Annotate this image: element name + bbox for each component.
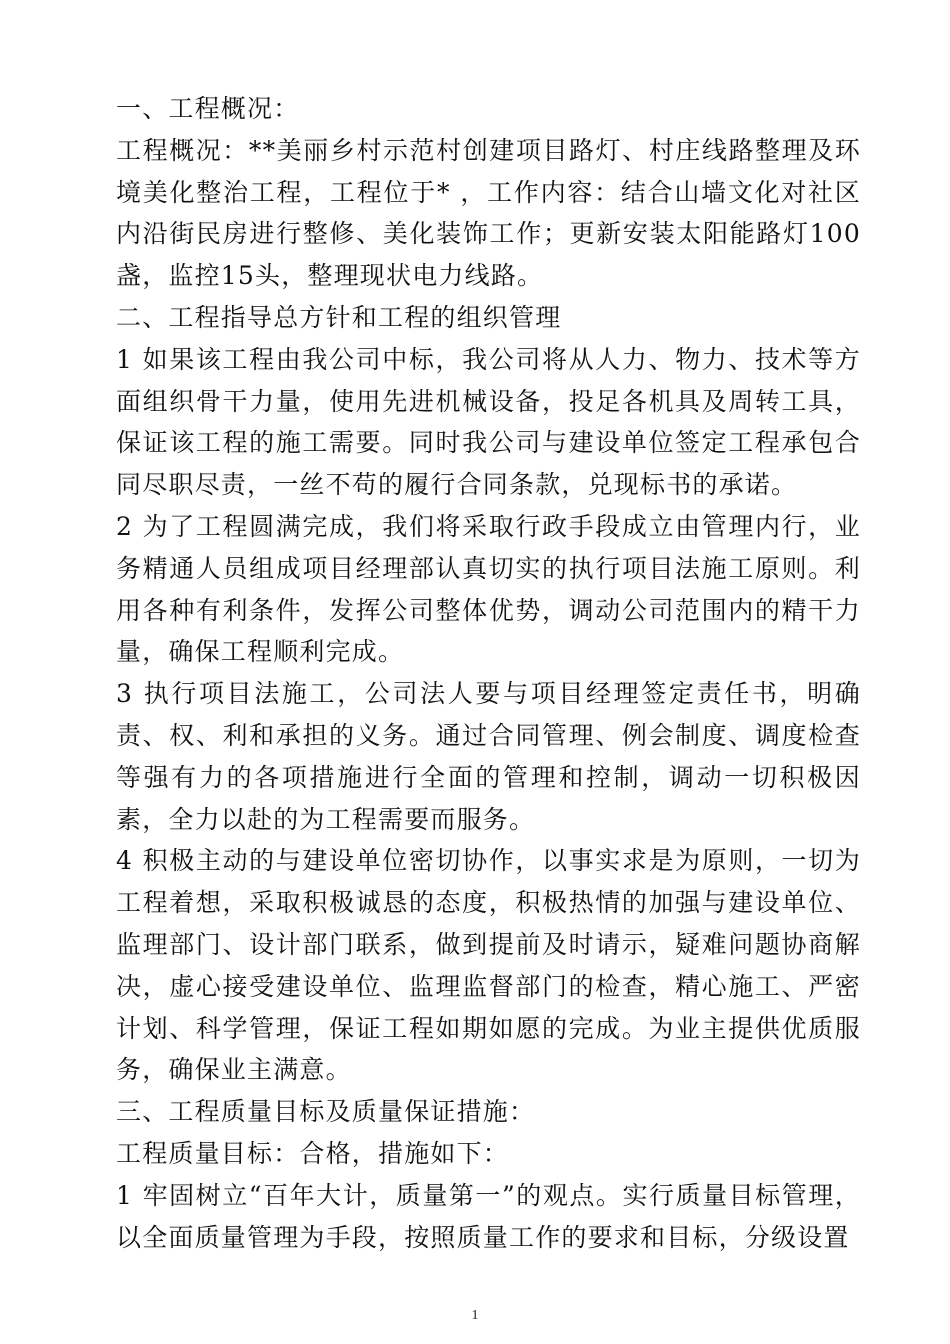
paragraph-overview: 工程概况：**美丽乡村示范村创建项目路灯、村庄线路整理及环境美化整治工程，工程位于* ，工作内容：结合山墙文化对社区内沿街民房进行整修、美化装饰工作；更新安装太阳能路灯100盏，监控15头，整理现状电力线路。 [116, 135, 861, 291]
paragraph-quality-target: 工程质量目标：合格，措施如下： [116, 1138, 510, 1168]
document-body [116, 88, 861, 1258]
paragraph-item-3: 3 执行项目法施工，公司法人要与项目经理签定责任书，明确责、权、利和承担的义务。通过合同管理、例会制度、调度检查等强有力的各项措施进行全面的管理和控制，调动一切积极因素，全力以赴的为工程需要而服务。 [116, 679, 861, 834]
section-heading-guidance: 二、工程指导总方针和工程的组织管理 [116, 302, 562, 332]
section-heading-quality: 三、工程质量目标及质量保证措施： [116, 1097, 536, 1127]
page-number: 1 [471, 1308, 479, 1323]
paragraph-item-4: 4 积极主动的与建设单位密切协作，以事实求是为原则，一切为工程着想，采取积极诚恳的态度，积极热情的加强与建设单位、监理部门、设计部门联系，做到提前及时请示，疑难问题协商解决，虚心接受建设单位、监理监督部门的检查，精心施工、严密计划、科学管理，保证工程如期如愿的完成。为业主提供优质服务，确保业主满意。 [116, 846, 861, 1085]
paragraph-item-1: 1 如果该工程由我公司中标，我公司将从人力、物力、技术等方面组织骨干力量，使用先进机械设备，投足各机具及周转工具，保证该工程的施工需要。同时我公司与建设单位签定工程承包合同尽职尽责，一丝不苟的履行合同条款，兑现标书的承诺。 [116, 344, 861, 500]
paragraph-quality-item-1: 1 牢固树立“百年大计，质量第一”的观点。实行质量目标管理，以全面质量管理为手段，按照质量工作的要求和目标，分级设置 [116, 1180, 861, 1252]
section-heading-overview: 一、工程概况： [116, 94, 300, 123]
paragraph-item-2: 2 为了工程圆满完成，我们将采取行政手段成立由管理内行，业务精通人员组成项目经理部认真切实的执行项目法施工原则。利用各种有利条件，发挥公司整体优势，调动公司范围内的精干力量，确保工程顺利完成。 [116, 511, 861, 667]
